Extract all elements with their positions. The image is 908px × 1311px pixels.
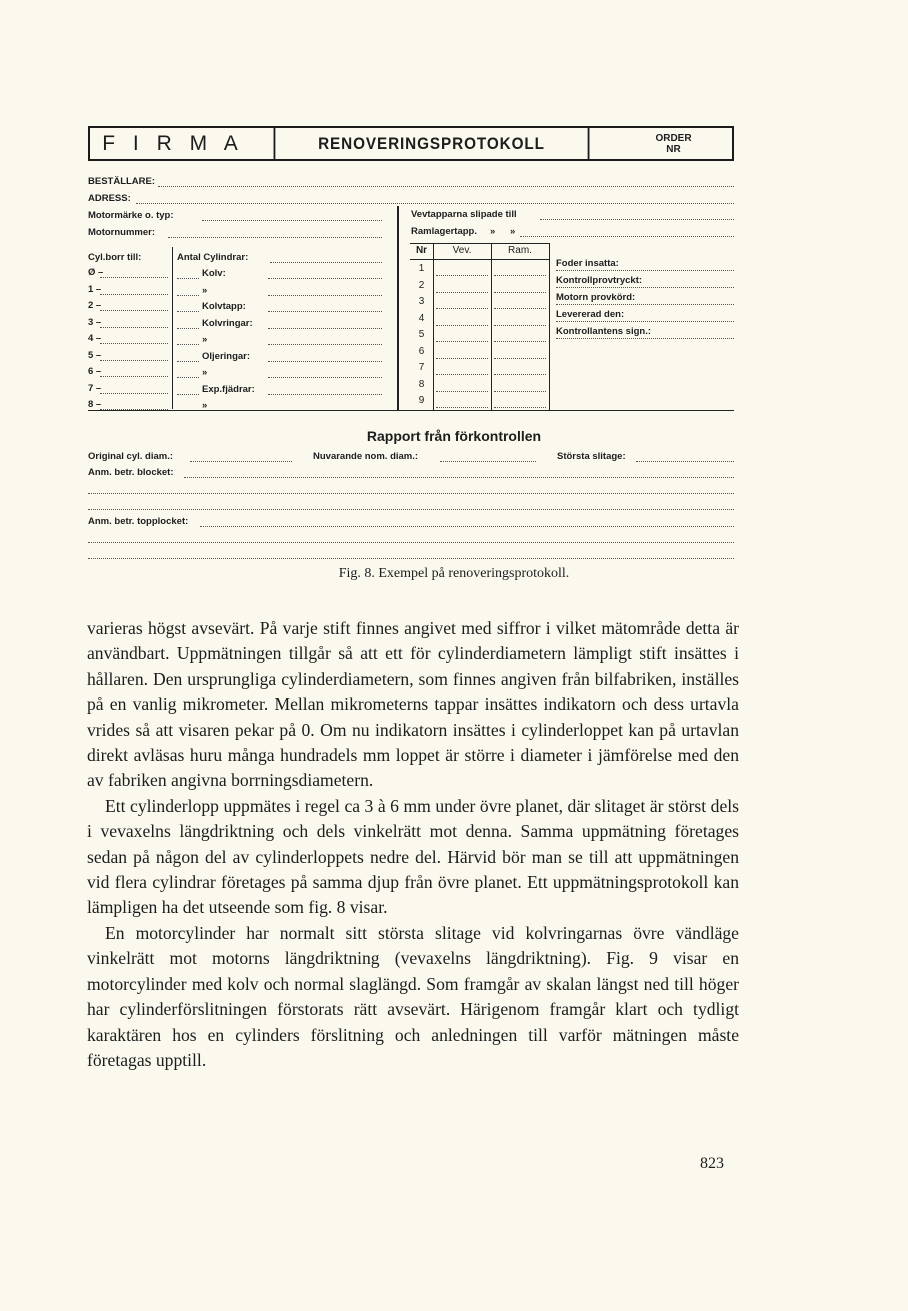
bestallare-label: BESTÄLLARE: bbox=[88, 176, 156, 187]
mid-row-lead bbox=[177, 278, 199, 279]
mid-row-label: » bbox=[202, 367, 208, 378]
form-header bbox=[88, 126, 734, 161]
cyl-row-field bbox=[100, 277, 168, 278]
cyl-row-label: 7 – bbox=[88, 382, 102, 394]
paragraph-1: varieras högst avsevärt. På varje stift finnes angivet med siffror i vilket mätområde detta är användbart. Uppmätningen tillgår så att ett för cylinderdiametern lämpligt stift insättes i hållaren. Den ursprungliga cylinderdiametern, som finnes angiven från bilfabriken, inställes på en vanlig mikrometer. Mellan mikrometerns tappar insättes indikatorn och dess urtavla vrides så att visaren pekar på 0. Om nu indikatorn insättes i cylinderloppet kan på urtavlan direkt avläsas huru många hundradels mm loppet är större i diameter i jämförelse med den av fabriken angivna borrningsdiametern. bbox=[87, 618, 739, 791]
paragraph-3: En motorcylinder har normalt sitt största slitage vid kolvringarnas övre vändläge vinkelrätt mot motorns längdriktning (vevaxelns längdriktning). Fig. 9 visar en motorcylinder med kolv och normal slaglängd. Som framgår av skalan längst ned till höger har cylinderförslitningen förstorats rätt avsevärt. Härigenom framgår klart och tydligt karaktären hos en cylinders förslitning och anledningen till varför mätningen måste företagas upptill. bbox=[87, 922, 739, 1070]
cyl-row-field bbox=[100, 327, 168, 328]
rapport-title: Rapport från förkontrollen bbox=[366, 428, 542, 444]
table-row-number: 3 bbox=[418, 296, 425, 307]
section-divider bbox=[88, 410, 734, 411]
mid-row-lead bbox=[177, 344, 199, 345]
table-row-number: 7 bbox=[418, 362, 425, 373]
bestallare-field bbox=[158, 186, 734, 187]
table-row-number: 2 bbox=[418, 279, 425, 291]
vevtapparna-label: Vevtapparna slipade till bbox=[411, 209, 517, 220]
order-label-line1: ORDER bbox=[655, 132, 692, 144]
mid-row-field bbox=[268, 394, 382, 395]
table-row-vev-field bbox=[436, 308, 488, 309]
table-header-line bbox=[410, 259, 550, 260]
storsta-slitage-field bbox=[636, 461, 734, 462]
table-row-ram-field bbox=[494, 374, 546, 375]
storsta-slitage-label: Största slitage: bbox=[557, 451, 626, 462]
right-field-line bbox=[556, 304, 734, 305]
table-col-divider-3 bbox=[549, 243, 550, 410]
order-label-line2: NR bbox=[666, 143, 681, 155]
adress-field bbox=[136, 203, 734, 204]
table-row-vev-field bbox=[436, 391, 488, 392]
cyl-row-label: 8 – bbox=[88, 399, 102, 410]
mid-row-label: Kolvringar: bbox=[202, 317, 253, 329]
table-row-ram-field bbox=[494, 407, 546, 408]
body-text bbox=[87, 616, 739, 1073]
antal-cylindrar-field bbox=[270, 262, 382, 263]
original-cyl-field bbox=[190, 461, 292, 462]
ramlagertapp-label: Ramlagertapp. bbox=[411, 226, 477, 237]
mid-row-lead bbox=[177, 377, 199, 378]
table-header-vev: Vev. bbox=[452, 245, 472, 256]
right-field-line bbox=[556, 321, 734, 322]
cyl-row-label: 3 – bbox=[88, 316, 102, 328]
table-row-ram-field bbox=[494, 308, 546, 309]
right-field-label: Foder insatta: bbox=[556, 258, 619, 269]
mid-row-field bbox=[268, 328, 382, 329]
ramlagertapp-ditto-2: » bbox=[510, 226, 516, 237]
anm-blocket-line-3 bbox=[88, 509, 734, 510]
mid-row-lead bbox=[177, 328, 199, 329]
antal-cylindrar-label: Antal Cylindrar: bbox=[177, 252, 249, 263]
table-row-number: 8 bbox=[418, 378, 425, 390]
anm-blocket-label: Anm. betr. blocket: bbox=[88, 467, 174, 478]
cyl-row-field bbox=[100, 376, 168, 377]
original-cyl-label: Original cyl. diam.: bbox=[88, 451, 173, 462]
table-row-vev-field bbox=[436, 292, 488, 293]
table-row-vev-field bbox=[436, 275, 488, 276]
ramlagertapp-ditto-1: » bbox=[490, 226, 496, 237]
table-col-divider-2 bbox=[491, 243, 492, 410]
mid-row-field bbox=[268, 344, 382, 345]
cyl-row-field bbox=[100, 360, 168, 361]
table-row-ram-field bbox=[494, 341, 546, 342]
table-row-vev-field bbox=[436, 341, 488, 342]
order-number-label bbox=[603, 128, 738, 159]
form-title: RENOVERINGSPROTOKOLL bbox=[274, 128, 590, 159]
cyl-row-label: 2 – bbox=[88, 300, 102, 311]
motornummer-label: Motornummer: bbox=[88, 227, 156, 238]
table-header-nr: Nr bbox=[415, 245, 428, 256]
figure-caption: Fig. 8. Exempel på renoveringsprotokoll. bbox=[338, 566, 570, 581]
table-top-line bbox=[410, 243, 550, 244]
table-row-vev-field bbox=[436, 325, 488, 326]
mid-row-label: Exp.fjädrar: bbox=[202, 383, 255, 395]
motornummer-field bbox=[168, 237, 382, 238]
mid-row-lead bbox=[177, 295, 199, 296]
paragraph-2: Ett cylinderlopp uppmätes i regel ca 3 à 6 mm under övre planet, där slitaget är störst dels i vevaxelns längdriktning och dels vinkelrätt mot denna. Samma uppmätning företages sedan på någon del av cylinderloppets nedre del. Härvid bör man se till att uppmätningen vid flera cylindrar företages på samma djup från övre planet. Ett uppmätningsprotokoll kan lämpligen ha det utseende som fig. 8 visar. bbox=[87, 795, 739, 918]
measurement-table bbox=[410, 243, 550, 410]
table-row-vev-field bbox=[436, 374, 488, 375]
right-field-line bbox=[556, 270, 734, 271]
mid-row-field bbox=[268, 361, 382, 362]
mid-row-lead bbox=[177, 394, 199, 395]
mid-row-field bbox=[268, 295, 382, 296]
right-field-label: Kontrollprovtryckt: bbox=[556, 275, 643, 286]
anm-topplocket-line-3 bbox=[88, 558, 734, 559]
mid-row-label: » bbox=[202, 284, 208, 296]
table-row-ram-field bbox=[494, 358, 546, 359]
anm-blocket-field bbox=[184, 477, 734, 478]
right-field-label: Kontrollantens sign.: bbox=[556, 326, 651, 337]
mid-row-label: Kolvtapp: bbox=[202, 301, 246, 312]
right-field-line bbox=[556, 338, 734, 339]
mid-row-label: Oljeringar: bbox=[202, 350, 251, 362]
cyl-row-label: 4 – bbox=[88, 333, 102, 344]
firma-label: F I R M A bbox=[102, 131, 244, 155]
motormarke-label: Motormärke o. typ: bbox=[88, 210, 174, 221]
cyl-column-divider bbox=[172, 247, 173, 409]
nuvarande-label: Nuvarande nom. diam.: bbox=[313, 451, 419, 462]
cyl-row-field bbox=[100, 393, 168, 394]
cyl-row-field bbox=[100, 294, 168, 295]
cyl-row-label: 1 – bbox=[88, 283, 102, 295]
table-row-ram-field bbox=[494, 325, 546, 326]
right-field-label: Motorn provkörd: bbox=[556, 292, 636, 303]
anm-topplocket-line-2 bbox=[88, 542, 734, 543]
mid-row-field bbox=[268, 377, 382, 378]
right-field-label: Levererad den: bbox=[556, 309, 625, 320]
form-divider-vertical bbox=[397, 206, 399, 410]
cyl-row-field bbox=[100, 310, 168, 311]
table-row-number: 5 bbox=[418, 329, 425, 340]
ramlagertapp-field bbox=[520, 236, 734, 237]
table-row-number: 9 bbox=[418, 395, 425, 406]
mid-row-label: » bbox=[202, 334, 208, 345]
anm-topplocket-label: Anm. betr. topplocket: bbox=[88, 516, 189, 527]
table-header-ram: Ram. bbox=[508, 245, 532, 256]
motormarke-field bbox=[202, 220, 382, 221]
mid-row-lead bbox=[177, 361, 199, 362]
table-row-number: 1 bbox=[418, 263, 425, 274]
vevtapparna-field bbox=[540, 219, 734, 220]
mid-row-label: » bbox=[202, 400, 208, 411]
page-number: 823 bbox=[700, 1155, 724, 1172]
mid-row-lead bbox=[177, 311, 199, 312]
anm-topplocket-field bbox=[200, 526, 734, 527]
right-field-line bbox=[556, 287, 734, 288]
table-row-number: 6 bbox=[418, 345, 425, 357]
cyl-row-label: Ø – bbox=[88, 267, 104, 278]
mid-row-field bbox=[268, 311, 382, 312]
cylborr-label: Cyl.borr till: bbox=[88, 252, 142, 263]
table-row-ram-field bbox=[494, 292, 546, 293]
table-row-vev-field bbox=[436, 407, 488, 408]
cyl-row-field bbox=[100, 343, 168, 344]
table-col-divider-1 bbox=[433, 243, 434, 410]
mid-row-label: Kolv: bbox=[202, 268, 226, 279]
table-row-number: 4 bbox=[418, 312, 425, 324]
table-row-ram-field bbox=[494, 275, 546, 276]
cyl-row-label: 6 – bbox=[88, 366, 102, 377]
anm-blocket-line-2 bbox=[88, 493, 734, 494]
cyl-row-label: 5 – bbox=[88, 349, 102, 361]
adress-label: ADRESS: bbox=[88, 193, 131, 204]
nuvarande-field bbox=[440, 461, 536, 462]
mid-row-field bbox=[268, 278, 382, 279]
table-row-vev-field bbox=[436, 358, 488, 359]
table-row-ram-field bbox=[494, 391, 546, 392]
